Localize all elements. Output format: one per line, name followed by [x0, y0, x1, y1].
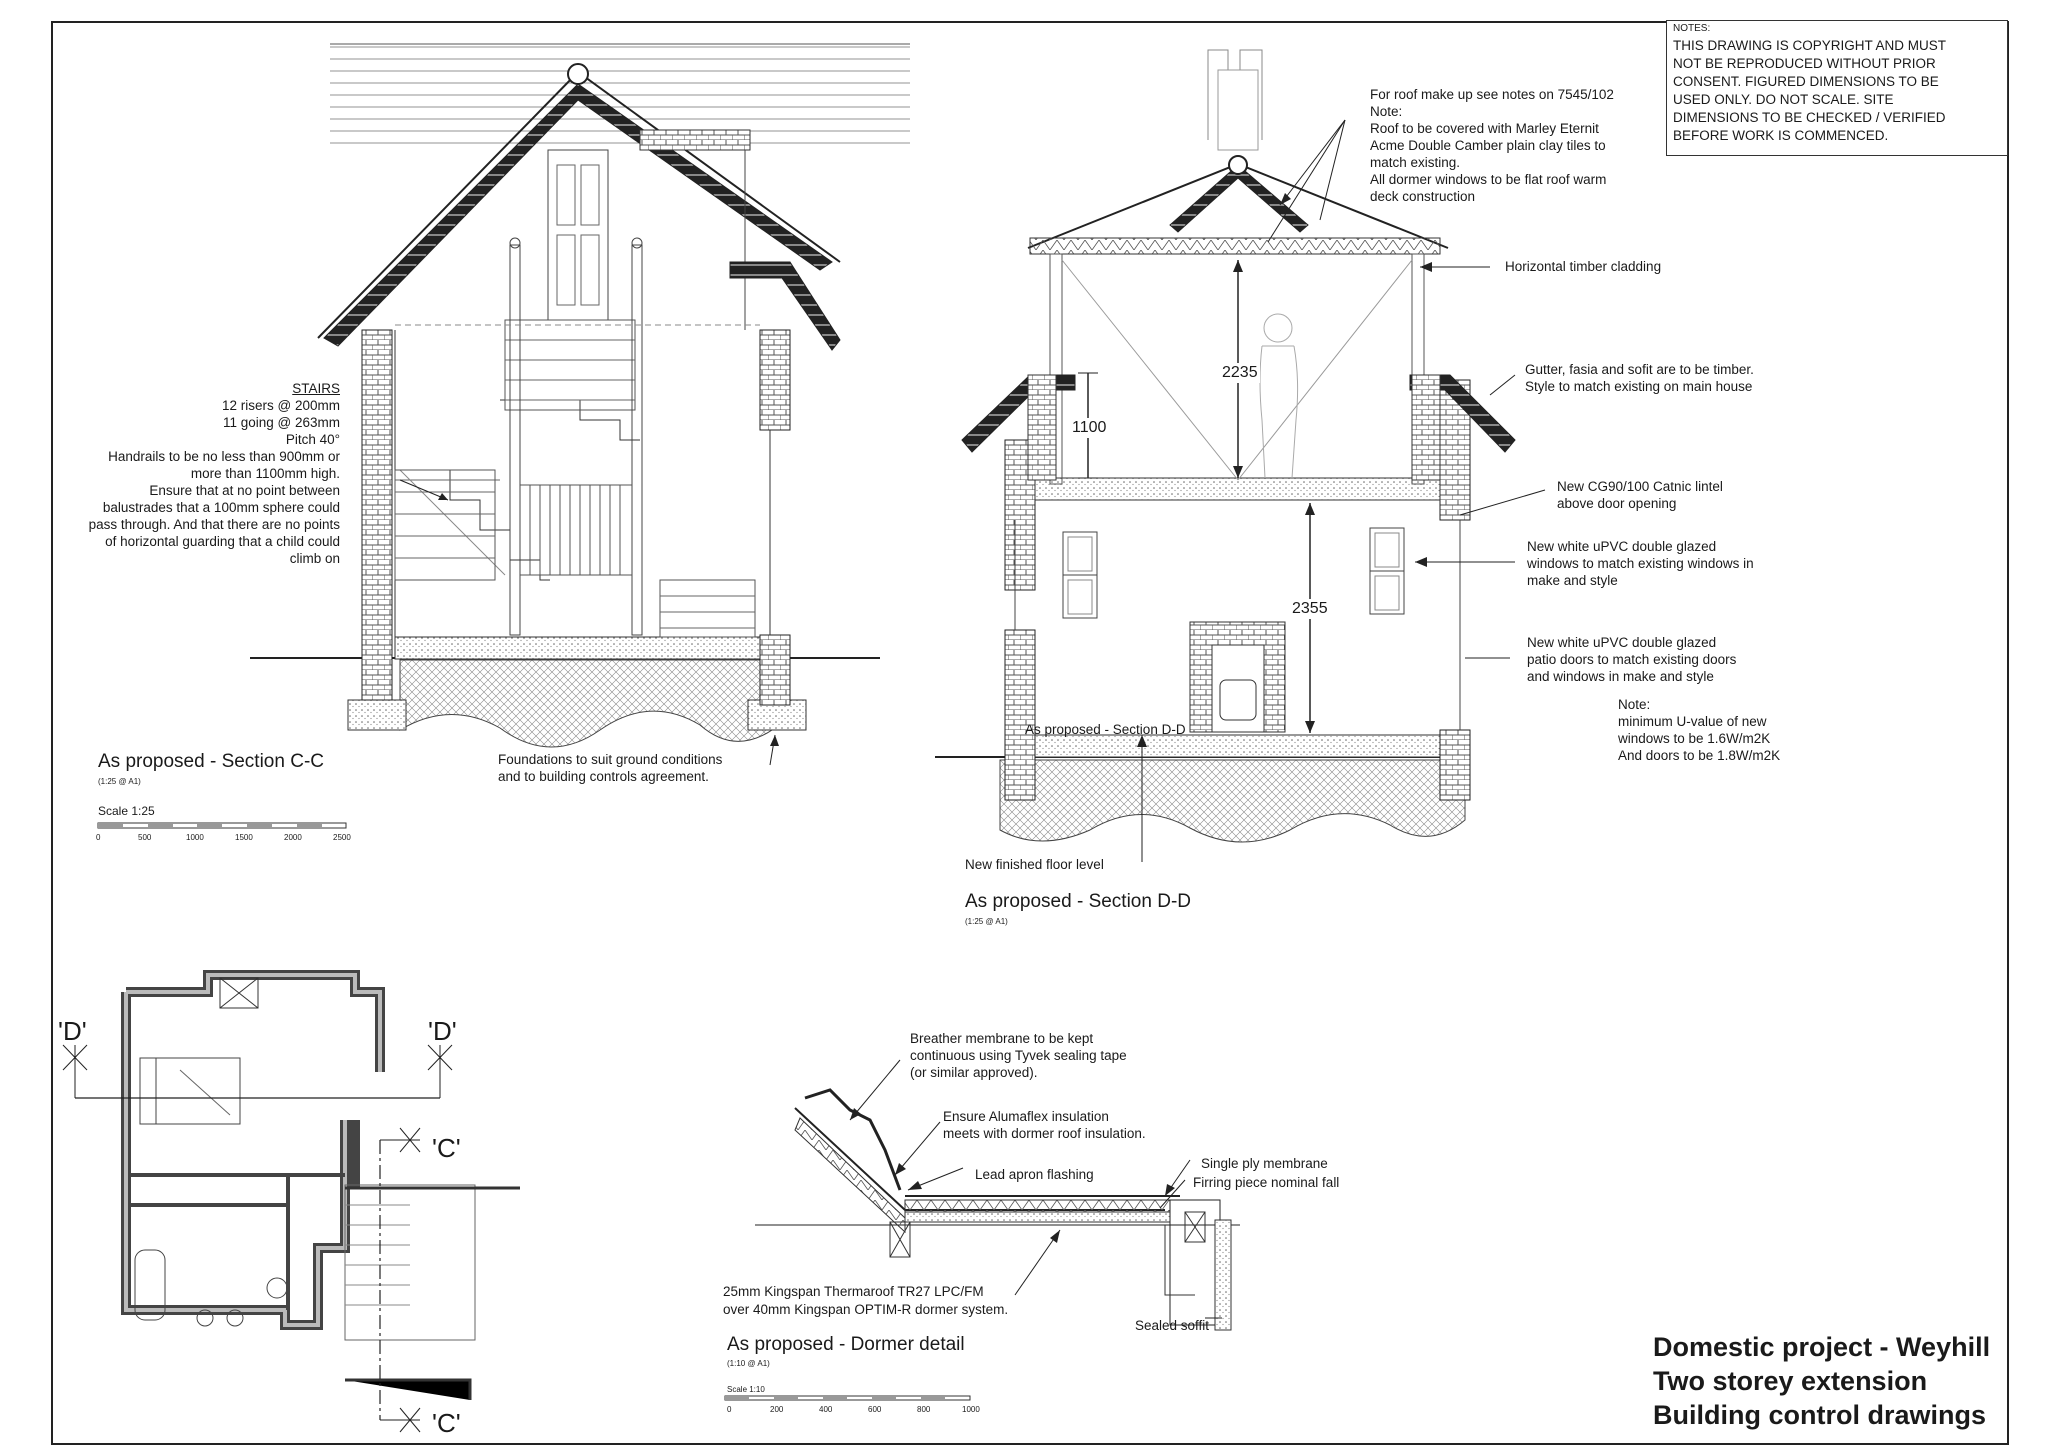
breather-note: continuous using Tyvek sealing tape — [910, 1048, 1127, 1063]
section-dd-scale-ref: (1:25 @ A1) — [965, 917, 1008, 926]
single-ply-note: Single ply membrane — [1201, 1156, 1328, 1171]
roof-note-line: match existing. — [1370, 155, 1461, 170]
windows-note: windows to match existing windows in — [1527, 556, 1754, 571]
scale-tick: 2000 — [284, 833, 302, 842]
roof-note-line: deck construction — [1370, 189, 1476, 204]
stairs-line: Pitch 40° — [285, 432, 340, 447]
kingspan-note: 25mm Kingspan Thermaroof TR27 LPC/FM — [723, 1284, 984, 1299]
stairs-line: Ensure that at no point between — [149, 483, 340, 498]
roof-note-line: All dormer windows to be flat roof warm — [1370, 172, 1607, 187]
stairs-note — [89, 380, 340, 567]
scale-tick: 1000 — [186, 833, 204, 842]
dimension-1100: 1100 — [1072, 419, 1107, 436]
roof-note-line: For roof make up see notes on 7545/102 — [1370, 87, 1614, 102]
section-cc-drawing — [250, 44, 910, 765]
scale-tick: 400 — [819, 1405, 833, 1414]
stairs-line: balustrades that a 100mm sphere could — [102, 500, 340, 515]
dormer-scale-label: Scale 1:10 — [727, 1385, 765, 1394]
notes-line: THIS DRAWING IS COPYRIGHT AND MUST — [1673, 38, 1947, 53]
windows-note: New white uPVC double glazed — [1527, 539, 1717, 554]
gutter-note: Style to match existing on main house — [1525, 379, 1753, 394]
dormer-scale-ref: (1:10 @ A1) — [727, 1359, 770, 1368]
foundations-note: and to building controls agreement. — [498, 769, 709, 784]
gutter-note: Gutter, fasia and sofit are to be timber. — [1525, 362, 1754, 377]
roof-note-line: Acme Double Camber plain clay tiles to — [1370, 138, 1606, 153]
scale-bar-dormer — [725, 1396, 970, 1400]
lintel-note: above door opening — [1557, 496, 1677, 511]
notes-line: BEFORE WORK IS COMMENCED. — [1673, 128, 1889, 143]
scale-tick: 1500 — [235, 833, 253, 842]
stairs-line: climb on — [289, 551, 340, 566]
stairs-line: 12 risers @ 200mm — [222, 398, 340, 413]
title-block-line-3: Building control drawings — [1653, 1400, 1986, 1430]
notes-line: NOT BE REPRODUCED WITHOUT PRIOR — [1673, 56, 1936, 71]
patio-note: patio doors to match existing doors — [1527, 652, 1737, 667]
dormer-title: As proposed - Dormer detail — [727, 1334, 965, 1355]
scale-tick: 2500 — [333, 833, 351, 842]
notes-line: CONSENT. FIGURED DIMENSIONS TO BE — [1673, 74, 1939, 89]
section-cc-title: As proposed - Section C-C — [98, 751, 324, 772]
roof-note-line: Roof to be covered with Marley Eternit — [1370, 121, 1599, 136]
scale-tick: 0 — [96, 833, 101, 842]
breather-note: (or similar approved). — [910, 1065, 1038, 1080]
breather-note: Breather membrane to be kept — [910, 1031, 1094, 1046]
stairs-line: Handrails to be no less than 900mm or — [108, 449, 340, 464]
dimension-2355: 2355 — [1292, 600, 1328, 617]
uvalue-note: minimum U-value of new — [1618, 714, 1767, 729]
windows-note: make and style — [1527, 573, 1618, 588]
roof-note-line: Note: — [1370, 104, 1403, 119]
section-cc-scale-ref: (1:25 @ A1) — [98, 777, 141, 786]
cladding-note: Horizontal timber cladding — [1505, 259, 1662, 274]
section-d-tag-right: 'D' — [428, 1016, 457, 1046]
notes-heading: NOTES: — [1673, 23, 1711, 34]
scale-tick: 500 — [138, 833, 152, 842]
uvalue-note: windows to be 1.6W/m2K — [1618, 731, 1771, 746]
notes-line: DIMENSIONS TO BE CHECKED / VERIFIED — [1673, 110, 1946, 125]
scale-tick: 800 — [917, 1405, 931, 1414]
scale-tick: 1000 — [962, 1405, 980, 1414]
kingspan-note: over 40mm Kingspan OPTIM-R dormer system. — [723, 1302, 1009, 1317]
lintel-note: New CG90/100 Catnic lintel — [1557, 479, 1723, 494]
notes-line: USED ONLY. DO NOT SCALE. SITE — [1673, 92, 1894, 107]
section-cc-scale-label: Scale 1:25 — [98, 804, 155, 818]
uvalue-note: And doors to be 1.8W/m2K — [1618, 748, 1781, 763]
stairs-heading: STAIRS — [292, 381, 340, 396]
title-block-line-1: Domestic project - Weyhill — [1653, 1332, 1991, 1362]
notes-box — [1666, 20, 2008, 156]
scale-bar-cc — [98, 823, 346, 828]
section-c-tag-top: 'C' — [432, 1133, 461, 1163]
human-figure — [1260, 314, 1298, 478]
title-block-line-2: Two storey extension — [1653, 1366, 1928, 1396]
floor-level-note: New finished floor level — [965, 857, 1104, 872]
stairs-line: more than 1100mm high. — [190, 466, 340, 481]
patio-note: and windows in make and style — [1527, 669, 1714, 684]
scale-tick: 600 — [868, 1405, 882, 1414]
alumaflex-note: Ensure Alumaflex insulation — [943, 1109, 1109, 1124]
patio-note: New white uPVC double glazed — [1527, 635, 1717, 650]
stairs-line: of horizontal guarding that a child could — [105, 534, 340, 549]
lead-apron-note: Lead apron flashing — [975, 1167, 1094, 1182]
scale-tick: 0 — [727, 1405, 732, 1414]
foundations-note: Foundations to suit ground conditions — [498, 752, 723, 767]
stairs-line: 11 going @ 263mm — [222, 415, 340, 430]
roof-note — [1370, 86, 1614, 205]
section-dd-title: As proposed - Section D-D — [965, 891, 1191, 912]
dimension-2235: 2235 — [1222, 364, 1258, 381]
uvalue-note: Note: — [1618, 697, 1651, 712]
firring-note: Firring piece nominal fall — [1193, 1175, 1340, 1190]
section-dd-overlay-label: As proposed - Section D-D — [1025, 722, 1186, 737]
scale-tick: 200 — [770, 1405, 784, 1414]
section-d-tag-left: 'D' — [58, 1016, 87, 1046]
section-c-tag-bottom: 'C' — [432, 1408, 461, 1438]
alumaflex-note: meets with dormer roof insulation. — [943, 1126, 1146, 1141]
sealed-soffit-note: Sealed soffit — [1135, 1318, 1210, 1333]
stairs-line: pass through. And that there are no points — [88, 517, 340, 532]
